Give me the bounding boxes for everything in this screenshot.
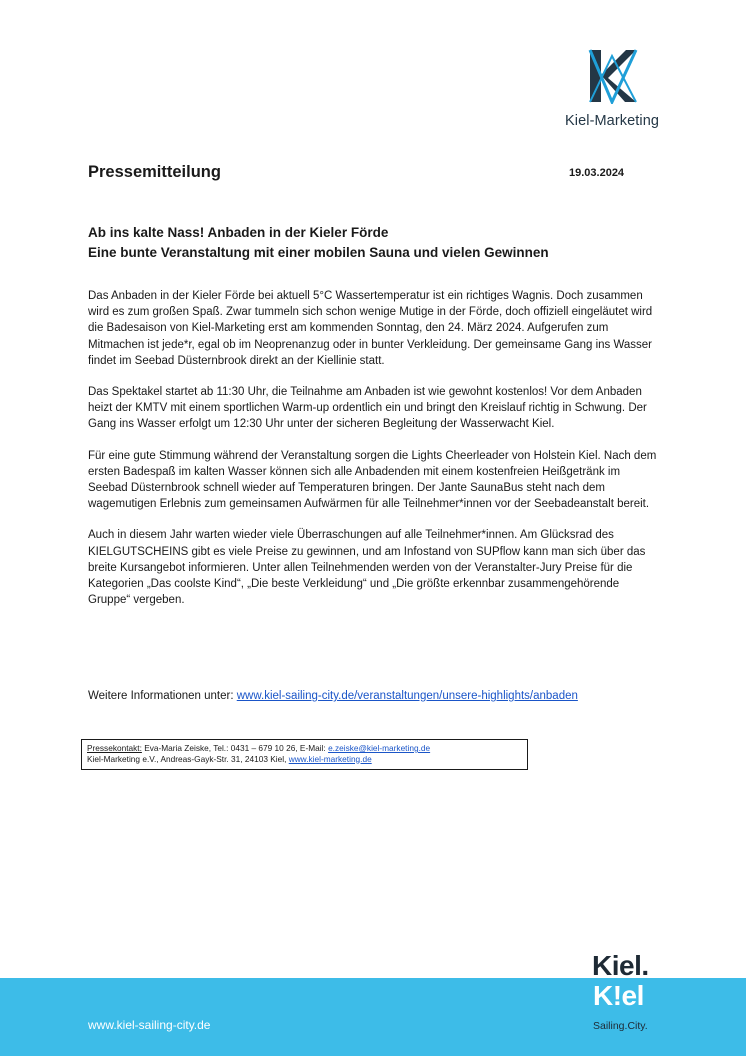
page-title: Pressemitteilung (88, 163, 221, 181)
more-info (88, 690, 578, 702)
more-info-label: Weitere Informationen unter: (88, 690, 237, 702)
headline-line-2: Eine bunte Veranstaltung mit einer mobilen Sauna und vielen Gewinnen (88, 245, 549, 260)
press-contact-box (81, 739, 528, 770)
brand-line-3: Sailing.City. (593, 1020, 648, 1032)
body-text (88, 288, 658, 623)
paragraph: Das Anbaden in der Kieler Förde bei aktuell 5°C Wassertemperatur ist ein richtiges Wagnis. Doch zusammen wird es zum großen Spaß. Zwar tummeln sich schon wenige Mutige in der Förde, doch offiziell eingeläutet wird die Badesaison von Kiel-Marketing erst am kommenden Sonntag, den 24. März 2024. Aufgerufen zum Mitmachen ist jede*r, egal ob im Neoprenanzug oder in bunter Verkleidung. Der gemeinsame Gang ins Wasser findet im Seebad Düsternbrook direkt an der Kiellinie statt. (88, 290, 653, 367)
paragraph: Das Spektakel startet ab 11:30 Uhr, die Teilnahme am Anbaden ist wie gewohnt kostenlos! Vor dem Anbaden heizt der KMTV mit einem sportlichen Warm-up ordentlich ein und bringt den Kreislauf richtig in Schwung. Der Gang ins Wasser erfolgt um 12:30 Uhr unter der sicheren Begleitung der Wasserwacht Kiel. (88, 386, 647, 431)
contact-line-1 (87, 743, 527, 754)
contact-website-link[interactable]: www.kiel-marketing.de (288, 753, 372, 764)
paragraph: Auch in diesem Jahr warten wieder viele Überraschungen auf alle Teilnehmer*innen. Am Glücksrad des KIELGUTSCHEINS gibt es viele Preise zu gewinnen, und am Infostand von SUPflow kann man sich über das breite Kursangebot informieren. Unter allen Teilnehmenden werden von der Veranstalter-Jury Preise für die Kategorien „Das coolste Kind“, „Die beste Verkleidung“ und „Die größte erkennbar zusammengehörende Gruppe“ vergeben. (88, 529, 646, 607)
contact-details: Eva-Maria Zeiske, Tel.: 0431 – 679 10 26, E-Mail: (141, 743, 329, 753)
footer-url: www.kiel-sailing-city.de (88, 1018, 211, 1032)
headline-line-1: Ab ins kalte Nass! Anbaden in der Kieler Förde (88, 225, 389, 240)
paragraph: Für eine gute Stimmung während der Veranstaltung sorgen die Lights Cheerleader von Holstein Kiel. Nach dem ersten Badespaß im kalten Wasser können sich alle Anbadenden mit einem kostenfreien Heißgetränk im Seebad Düsternbrook schnell wieder auf Temperaturen bringen. Der Jante SaunaBus steht nach dem wagemutigen Erlebnis zum gemeinsamen Aufwärmen für alle Teilnehmer*innen vor der Seebadeanstalt bereit. (88, 449, 657, 511)
headline (88, 223, 658, 263)
release-date: 19.03.2024 (569, 167, 625, 179)
brand-line-1: Kiel. (592, 950, 649, 981)
logo-text: Kiel-Marketing (565, 113, 660, 129)
brand-line-2: K!el (593, 980, 644, 1011)
contact-label: Pressekontakt: (87, 743, 142, 753)
contact-address: Kiel-Marketing e.V., Andreas-Gayk-Str. 31, 24103 Kiel, (87, 753, 289, 764)
contact-line-2 (87, 754, 527, 765)
more-info-link[interactable]: www.kiel-sailing-city.de/veranstaltungen/unsere-highlights/anbaden (236, 690, 578, 702)
kiel-marketing-logo-icon (588, 48, 638, 104)
contact-email-link[interactable]: e.zeiske@kiel-marketing.de (328, 743, 431, 753)
